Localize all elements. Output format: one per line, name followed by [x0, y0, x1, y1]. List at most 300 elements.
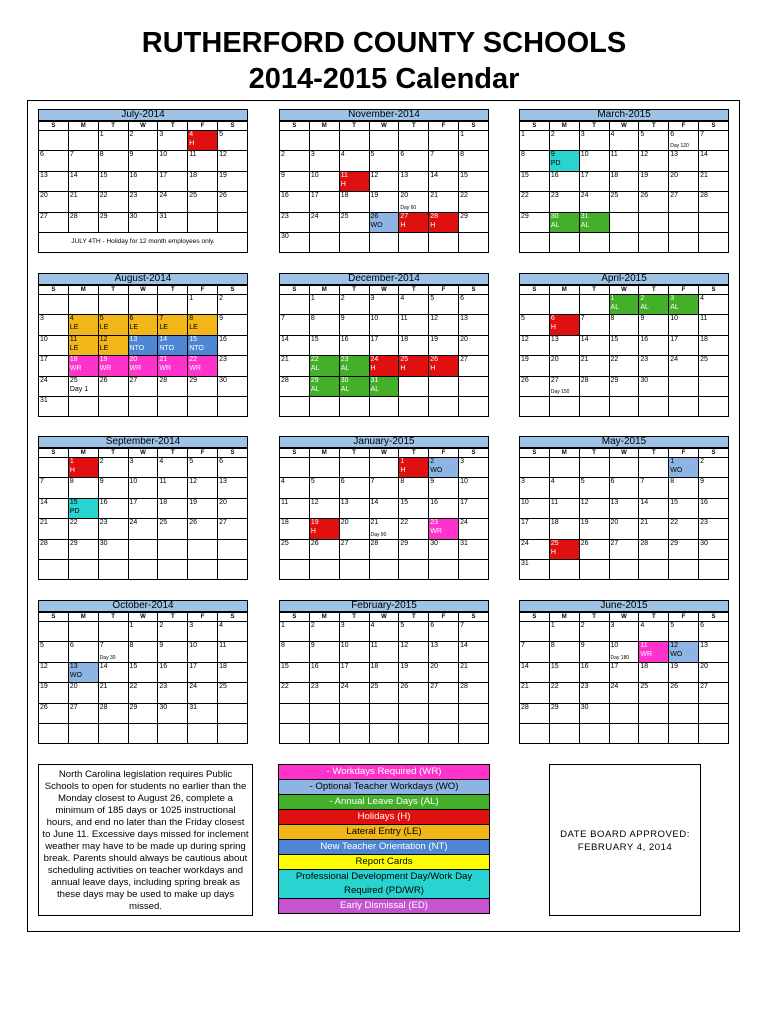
day-number: 17 — [129, 498, 138, 506]
day-cell — [399, 213, 429, 233]
day-number: 24 — [580, 192, 589, 200]
day-cell — [699, 683, 729, 703]
day-cell — [310, 478, 340, 498]
day-cell — [639, 540, 669, 560]
day-number: 19 — [370, 192, 379, 200]
day-number: 3 — [310, 151, 315, 159]
day-number: 21 — [99, 683, 108, 691]
day-cell — [669, 151, 699, 171]
day-code: H — [550, 324, 556, 332]
day-number: 11 — [189, 151, 197, 159]
legislation-note: North Carolina legislation requires Public Schools to open for students no earlier than the Monday closest to August 26, complete a minimum of 185 days or 1025 instructional hours, and end no later than the Friday closest to June 11. Excessive days missed for inclement weather may have to be made up during spring break. Parents should always be cautious about scheduling activities on teacher workdays and annual leave days, including spring break as these days may be used to make up days missed. — [38, 764, 253, 916]
day-number: 15 — [310, 335, 319, 343]
day-code: WR — [69, 365, 82, 373]
weekday-row — [39, 613, 248, 622]
week-row — [39, 540, 248, 560]
day-number: 28 — [281, 376, 289, 384]
day-number: 28 — [159, 376, 168, 384]
day-number: 26 — [400, 683, 409, 691]
weekday-header: S — [218, 449, 248, 458]
day-cell — [188, 683, 218, 703]
day-cell — [669, 683, 699, 703]
day-number: 16 — [340, 335, 349, 343]
day-number: 26 — [99, 376, 108, 384]
day-number: 17 — [521, 519, 529, 527]
day-cell — [459, 642, 489, 662]
day-cell — [520, 724, 550, 744]
month-header: October-2014 — [38, 600, 248, 612]
approved-label: DATE BOARD APPROVED: — [560, 829, 690, 840]
day-cell — [39, 131, 69, 151]
day-number: 30 — [430, 539, 439, 547]
day-cell — [399, 397, 429, 417]
day-number: 5 — [99, 315, 104, 323]
month-header: March-2015 — [519, 109, 729, 121]
day-cell — [550, 540, 580, 560]
day-cell — [129, 540, 159, 560]
day-number: 6 — [219, 458, 223, 465]
day-cell — [550, 663, 580, 683]
day-cell — [280, 377, 310, 397]
day-cell — [610, 295, 640, 315]
day-cell — [218, 642, 248, 662]
day-cell — [340, 192, 370, 212]
week-row — [520, 397, 729, 417]
day-number: 4 — [340, 151, 345, 159]
day-cell — [310, 499, 340, 519]
month-grid — [519, 285, 729, 417]
day-cell — [280, 356, 310, 376]
day-cell — [399, 315, 429, 335]
day-number: 2 — [281, 151, 285, 159]
day-number: 14 — [521, 662, 529, 670]
weekday-header: T — [99, 449, 129, 458]
month-header: December-2014 — [279, 273, 489, 285]
day-number: 28 — [40, 539, 48, 547]
day-cell — [129, 683, 159, 703]
day-number: 15 — [670, 498, 679, 506]
day-number: 11 — [400, 315, 408, 323]
day-cell — [158, 192, 188, 212]
day-cell — [429, 683, 459, 703]
day-number: 29 — [521, 212, 529, 220]
week-row — [39, 663, 248, 683]
day-cell — [99, 172, 129, 192]
day-cell — [580, 356, 610, 376]
day-cell — [39, 356, 69, 376]
day-code: LE — [159, 324, 168, 332]
week-row — [520, 560, 729, 580]
day-cell — [280, 724, 310, 744]
day-cell — [39, 724, 69, 744]
day-cell — [69, 172, 99, 192]
weekday-header: F — [429, 122, 459, 131]
day-cell — [429, 663, 459, 683]
day-cell — [188, 478, 218, 498]
day-number: 1 — [400, 458, 405, 465]
week-row — [280, 295, 489, 315]
day-cell — [370, 336, 400, 356]
day-cell — [280, 704, 310, 724]
week-row — [39, 295, 248, 315]
weekday-header: M — [69, 286, 99, 295]
day-number: 21 — [460, 662, 468, 670]
month-header: February-2015 — [279, 600, 489, 612]
day-cell — [310, 724, 340, 744]
day-cell — [280, 397, 310, 417]
day-number: 3 — [159, 131, 164, 138]
day-cell — [399, 131, 429, 151]
week-row — [39, 560, 248, 580]
weekday-header: F — [669, 449, 699, 458]
day-cell — [580, 622, 610, 642]
day-cell — [280, 295, 310, 315]
day-number: 26 — [219, 192, 227, 200]
weekday-header: W — [129, 122, 159, 131]
week-row — [520, 295, 729, 315]
day-cell — [218, 478, 248, 498]
day-number: 4 — [370, 622, 375, 629]
week-row — [280, 663, 489, 683]
day-number: 11 — [281, 498, 289, 506]
legend-item-ed: Early Dismissal (ED) — [278, 899, 490, 914]
day-cell — [99, 315, 129, 335]
day-number: 8 — [460, 151, 464, 159]
day-number: 3 — [521, 478, 525, 486]
day-cell — [310, 192, 340, 212]
legend-item-wr: - Workdays Required (WR) — [278, 764, 490, 780]
day-number: 13 — [610, 498, 619, 506]
day-cell — [99, 397, 129, 417]
day-cell — [699, 499, 729, 519]
day-cell — [280, 622, 310, 642]
day-number: 9 — [99, 478, 104, 486]
day-number: 16 — [219, 335, 227, 343]
weekday-header: F — [429, 449, 459, 458]
week-row — [520, 704, 729, 724]
day-cell — [39, 663, 69, 683]
day-cell — [399, 519, 429, 539]
day-number: 14 — [40, 498, 48, 506]
day-number: 5 — [189, 458, 194, 465]
day-cell — [129, 172, 159, 192]
day-cell — [158, 377, 188, 397]
day-cell — [370, 356, 400, 376]
weekday-header: S — [280, 286, 310, 295]
day-number: 8 — [129, 642, 134, 650]
day-code: LE — [189, 324, 198, 332]
day-cell — [340, 315, 370, 335]
weekday-header: S — [39, 122, 69, 131]
day-cell — [69, 560, 99, 580]
week-row — [280, 192, 489, 212]
weekday-header: T — [639, 613, 669, 622]
day-cell — [39, 499, 69, 519]
weekday-header: T — [399, 286, 429, 295]
day-cell — [580, 397, 610, 417]
day-number: 22 — [521, 192, 529, 200]
day-number: 22 — [129, 683, 138, 691]
day-number: 25 — [340, 212, 349, 220]
day-number: 1 — [521, 131, 525, 138]
day-code: LE — [69, 324, 79, 332]
day-cell — [580, 151, 610, 171]
day-number: 12 — [370, 171, 379, 179]
day-number: 15 — [460, 171, 468, 179]
day-cell — [550, 315, 580, 335]
weekday-header: S — [218, 613, 248, 622]
day-number: 31 — [521, 559, 529, 567]
day-number: 17 — [580, 171, 589, 179]
day-cell — [429, 622, 459, 642]
day-cell — [280, 315, 310, 335]
day-number: 14 — [580, 335, 589, 343]
day-number: 3 — [189, 622, 194, 629]
day-cell — [550, 478, 580, 498]
day-cell — [39, 377, 69, 397]
day-cell — [610, 663, 640, 683]
day-cell — [129, 519, 159, 539]
day-cell — [699, 315, 729, 335]
day-cell — [69, 704, 99, 724]
day-number: 9 — [310, 642, 315, 650]
day-number: 21 — [580, 356, 589, 364]
day-cell — [550, 213, 580, 233]
day-number: 7 — [40, 478, 44, 486]
day-number: 12 — [670, 642, 679, 650]
day-code: AL — [670, 304, 679, 311]
week-row — [280, 704, 489, 724]
month-header: August-2014 — [38, 273, 248, 285]
day-number: 20 — [69, 683, 78, 691]
day-cell — [99, 622, 129, 642]
day-cell — [99, 519, 129, 539]
day-number: 23 — [159, 683, 168, 691]
day-code: H — [400, 467, 406, 474]
day-number: 20 — [430, 662, 439, 670]
day-number: 5 — [430, 295, 435, 302]
day-cell — [218, 213, 248, 233]
day-number: 2 — [310, 622, 315, 629]
day-cell — [340, 478, 370, 498]
day-cell — [69, 642, 99, 662]
day-number: 18 — [219, 662, 227, 670]
day-cell — [39, 458, 69, 478]
weekday-header: T — [158, 286, 188, 295]
day-cell — [280, 172, 310, 192]
week-row — [520, 540, 729, 560]
day-number: 30 — [700, 539, 708, 547]
day-cell — [188, 356, 218, 376]
day-code: AL — [340, 385, 350, 393]
week-row — [39, 131, 248, 151]
day-cell — [639, 336, 669, 356]
week-row — [520, 315, 729, 335]
day-number: 15 — [521, 171, 529, 179]
weekday-header: S — [39, 449, 69, 458]
day-cell — [580, 642, 610, 662]
day-number: 17 — [670, 335, 679, 343]
day-number: 16 — [700, 498, 708, 506]
day-number: 1 — [99, 131, 104, 138]
month-grid — [38, 285, 248, 417]
day-number: 18 — [400, 335, 409, 343]
day-cell — [340, 499, 370, 519]
day-number: 29 — [460, 212, 468, 220]
day-number: 28 — [700, 192, 708, 200]
day-cell — [310, 540, 340, 560]
day-cell — [370, 540, 400, 560]
day-cell — [399, 663, 429, 683]
day-number: 27 — [219, 519, 227, 527]
day-cell — [429, 560, 459, 580]
day-number: 12 — [400, 642, 409, 650]
weekday-header: W — [370, 122, 400, 131]
day-number: 10 — [460, 478, 468, 486]
weekday-header: F — [669, 286, 699, 295]
day-cell — [399, 499, 429, 519]
day-cell — [69, 315, 99, 335]
day-cell — [129, 315, 159, 335]
day-number: 7 — [281, 315, 285, 323]
day-number: 15 — [610, 335, 619, 343]
day-cell — [218, 397, 248, 417]
weekday-row — [280, 286, 489, 295]
day-cell — [399, 622, 429, 642]
legend-item-rc: Report Cards — [278, 855, 490, 870]
day-cell — [188, 560, 218, 580]
weekday-header: T — [639, 286, 669, 295]
day-cell — [39, 172, 69, 192]
day-cell — [520, 642, 550, 662]
day-cell — [158, 172, 188, 192]
day-cell — [520, 356, 550, 376]
day-code: H — [550, 548, 556, 556]
day-number: 31 — [40, 396, 48, 404]
day-number: 23 — [580, 683, 589, 691]
day-cell — [639, 704, 669, 724]
day-cell — [39, 683, 69, 703]
day-number: 31 — [189, 703, 198, 711]
day-cell — [99, 683, 129, 703]
day-cell — [188, 397, 218, 417]
day-cell — [158, 622, 188, 642]
day-cell — [158, 151, 188, 171]
day-number: 12 — [219, 151, 227, 159]
day-number: 13 — [40, 171, 48, 179]
day-number: 16 — [99, 498, 108, 506]
week-row — [39, 704, 248, 724]
day-cell — [188, 704, 218, 724]
day-number: 14 — [460, 642, 468, 650]
weekday-header: F — [669, 613, 699, 622]
day-number: 5 — [580, 478, 585, 486]
day-cell — [429, 336, 459, 356]
day-cell — [280, 336, 310, 356]
day-cell — [218, 724, 248, 744]
day-number: 29 — [670, 539, 679, 547]
day-number: 26 — [580, 539, 589, 547]
day-cell — [158, 397, 188, 417]
day-number: 14 — [69, 171, 78, 179]
day-cell — [610, 704, 640, 724]
day-code: WR — [159, 365, 172, 373]
weekday-header: F — [429, 613, 459, 622]
day-number: 6 — [700, 622, 704, 629]
day-cell — [99, 356, 129, 376]
weekday-header: S — [699, 286, 729, 295]
day-cell — [669, 233, 699, 253]
day-code: WO — [670, 467, 683, 474]
day-code: WO — [430, 467, 443, 474]
title-year: 2014-2015 Calendar — [248, 63, 520, 95]
day-cell — [218, 295, 248, 315]
day-number: 21 — [640, 519, 649, 527]
day-cell — [218, 540, 248, 560]
day-code: AL — [310, 365, 320, 373]
day-number: 22 — [460, 192, 468, 200]
day-cell — [459, 192, 489, 212]
day-code: LE — [99, 344, 109, 352]
day-number: 18 — [340, 192, 349, 200]
day-cell — [310, 622, 340, 642]
week-row — [39, 642, 248, 662]
day-cell — [188, 519, 218, 539]
weekday-header: M — [310, 613, 340, 622]
day-number: 29 — [550, 703, 559, 711]
day-cell — [69, 519, 99, 539]
day-cell — [550, 642, 580, 662]
day-cell — [129, 663, 159, 683]
week-row — [39, 377, 248, 397]
day-number: 7 — [580, 315, 585, 323]
day-cell — [639, 315, 669, 335]
day-number: 13 — [219, 478, 227, 486]
weekday-header: M — [550, 449, 580, 458]
day-cell — [459, 724, 489, 744]
week-row — [39, 724, 248, 744]
day-number: 25 — [610, 192, 619, 200]
day-cell — [340, 683, 370, 703]
day-number: 15 — [281, 662, 289, 670]
day-cell — [550, 295, 580, 315]
day-number: 27 — [460, 356, 468, 364]
title-district: RUTHERFORD COUNTY SCHOOLS — [141, 27, 627, 59]
week-row — [520, 213, 729, 233]
day-cell — [129, 642, 159, 662]
week-row — [280, 540, 489, 560]
day-cell — [429, 519, 459, 539]
weekday-header: S — [39, 613, 69, 622]
day-number: 13 — [340, 498, 349, 506]
weekday-header: M — [69, 122, 99, 131]
day-cell — [580, 724, 610, 744]
day-number: 19 — [400, 662, 409, 670]
day-cell — [639, 642, 669, 662]
day-cell — [459, 663, 489, 683]
day-cell — [459, 295, 489, 315]
day-number: 10 — [189, 642, 198, 650]
day-cell — [699, 458, 729, 478]
day-count-note: Day 120 — [670, 143, 689, 150]
day-number: 16 — [550, 171, 559, 179]
day-number: 21 — [69, 192, 78, 200]
day-code: WR — [189, 365, 201, 373]
day-number: 18 — [610, 171, 619, 179]
week-row — [520, 131, 729, 151]
day-number: 23 — [281, 212, 289, 220]
day-cell — [158, 458, 188, 478]
